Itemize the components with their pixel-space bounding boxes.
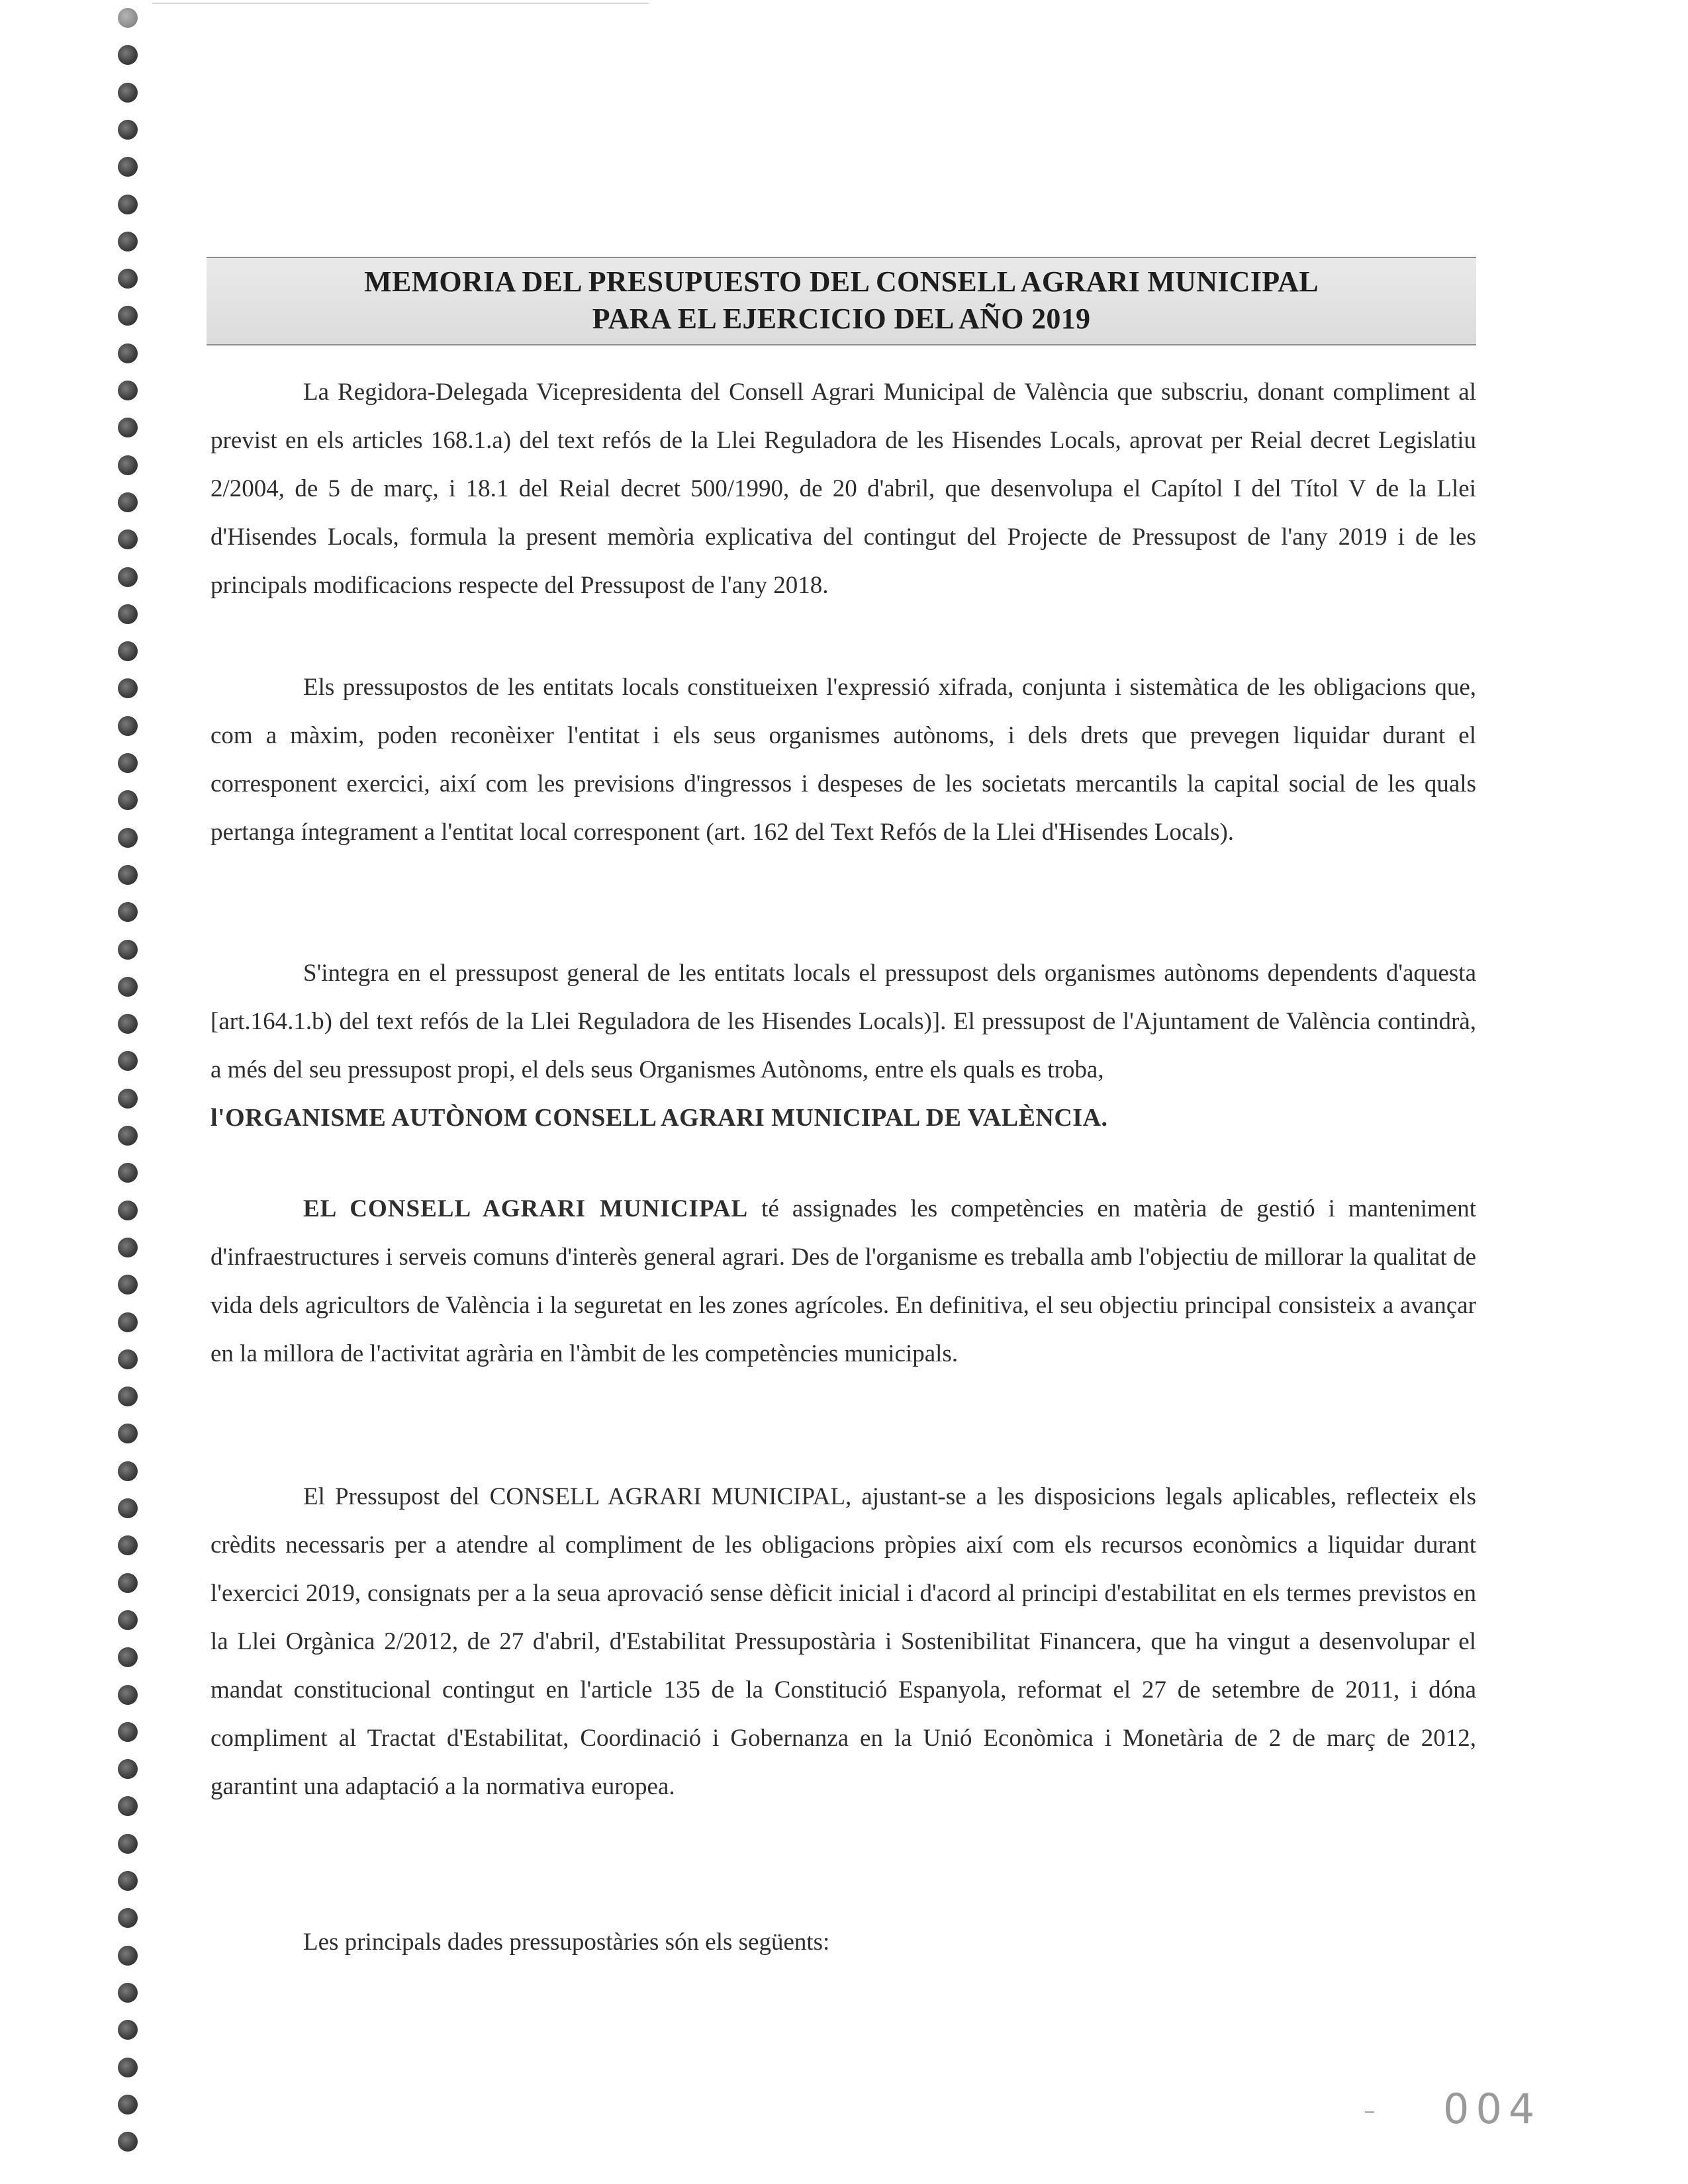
binding-hole [118,1051,138,1071]
binding-hole [118,1238,138,1257]
binding-hole [118,1871,138,1891]
top-rule [152,3,649,4]
binding-hole [118,940,138,960]
binding-hole [118,977,138,997]
binding-hole [118,604,138,624]
binding-hole [118,232,138,251]
binding-hole [118,1610,138,1630]
binding-hole [118,2020,138,2040]
binding-hole [118,1461,138,1481]
binding-hole [118,2132,138,2152]
paragraph-4 [211,1185,1476,1378]
binding-hole [118,1759,138,1779]
binding-hole [118,8,138,28]
binding-hole [118,529,138,549]
paragraph-3-organism-name: l'ORGANISME AUTÒNOM CONSELL AGRARI MUNICIPAL DE VALÈNCIA. [211,1104,1108,1132]
binding-hole [118,343,138,363]
binding-hole [118,1312,138,1332]
binding-holes [118,0,144,2184]
binding-hole [118,157,138,177]
paragraph-1: La Regidora-Delegada Vicepresidenta del Consell Agrari Municipal de València que subscriu, donant compliment al previst en els articles 168.1.a) del text refós de la Llei Reguladora de les Hisendes Locals, aprovat per Reial decret Legislatiu 2/2004, de 5 de març, i 18.1 del Reial decret 500/1990, de 20 d'abril, que desenvolupa el Capítol I del Títol V de la Llei d'Hisendes Locals, formula la present memòria explicativa del contingut del Projecte de Pressupost de l'any 2019 i de les principals modificacions respecte del Pressupost de l'any 2018. [211,379,1476,599]
binding-hole [118,1163,138,1183]
binding-hole [118,1498,138,1518]
binding-hole [118,753,138,773]
binding-hole [118,1535,138,1555]
document-title-box [207,257,1476,345]
binding-hole [118,1387,138,1406]
binding-hole [118,790,138,810]
binding-hole [118,1275,138,1295]
binding-hole [118,45,138,65]
binding-hole [118,1834,138,1854]
binding-hole [118,678,138,698]
binding-hole [118,269,138,289]
binding-hole [118,716,138,736]
binding-hole [118,1722,138,1742]
binding-hole [118,1349,138,1369]
binding-hole [118,1946,138,1966]
paragraph-6: Les principals dades pressupostàries són els següents: [303,1929,830,1956]
binding-hole [118,418,138,437]
binding-hole [118,1685,138,1705]
paragraph-2: Els pressupostos de les entitats locals constitueixen l'expressió xifrada, conjunta i sistemàtica de les obligacions que, com a màxim, poden reconèixer l'entitat i els seus organismes autònoms, i dels drets que prevegen liquidar durant el corresponent exercici, així com les previsions d'ingressos i despeses de les societats mercantils la capital social de les quals pertanga íntegrament a l'entitat local corresponent (art. 162 del Text Refós de la Llei d'Hisendes Locals). [211,674,1476,846]
document-title-line-2: PARA EL EJERCICIO DEL AÑO 2019 [592,302,1091,335]
paragraph-4-text: té assignades les competències en matèria de gestió i manteniment d'infraestructures i serveis comuns d'interès general agrari. Des de l'organisme es treballa amb l'objectiu de millorar la qualitat de vida dels agricultors de València i la seguretat en les zones agrícoles. En definitiva, el seu objectiu principal consisteix a avançar en la millora de l'activitat agrària en l'àmbit de les competències municipals. [211,1195,1476,1367]
binding-hole [118,1983,138,2003]
binding-hole [118,902,138,922]
paragraph-5: El Pressupost del CONSELL AGRARI MUNICIPAL, ajustant-se a les disposicions legals aplicables, reflecteix els crèdits necessaris per a atendre al compliment de les obligacions pròpies així com els recursos econòmics a liquidar durant l'exercici 2019, consignats per a la seua aprovació sense dèficit inicial i d'acord al principi d'estabilitat en els termes previstos en la Llei Orgànica 2/2012, de 27 d'abril, d'Estabilitat Pressupostària i Sostenibilitat Financera, que ha vingut a desenvolupar el mandat constitucional contingut en l'article 135 de la Constitució Espanyola, reformat el 27 de setembre de 2011, i dóna compliment al Tractat d'Estabilitat, Coordinació i Gobernanza en la Unió Econòmica i Monetària de 2 de març de 2012, garantint una adaptació a la normativa europea. [211,1483,1476,1800]
binding-hole [118,195,138,214]
paragraph-4-lead: EL CONSELL AGRARI MUNICIPAL [303,1195,749,1222]
binding-hole [118,828,138,848]
binding-hole [118,1908,138,1928]
binding-hole [118,1424,138,1443]
binding-hole [118,1126,138,1146]
paragraph-3-text: S'integra en el pressupost general de les entitats locals el pressupost dels organismes autònoms dependents d'aquesta [art.164.1.b) del text refós de la Llei Reguladora de les Hisendes Locals)]. El pressupost de l'Ajuntament de València contindrà, a més del seu pressupost propi, el dels seus Organismes Autònoms, entre els quals es troba, [211,960,1476,1083]
binding-hole [118,1014,138,1034]
binding-hole [118,381,138,400]
binding-hole [118,1796,138,1816]
binding-hole [118,2058,138,2077]
page-number: 004 [1443,2085,1542,2133]
binding-hole [118,1647,138,1667]
binding-hole [118,83,138,103]
binding-hole [118,492,138,512]
binding-hole [118,1573,138,1593]
binding-hole [118,306,138,326]
binding-hole [118,567,138,587]
document-title-line-1: MEMORIA DEL PRESUPUESTO DEL CONSELL AGRARI MUNICIPAL [364,265,1319,298]
stray-mark [1365,2111,1374,2113]
binding-hole [118,865,138,885]
binding-hole [118,455,138,475]
binding-hole [118,1201,138,1220]
binding-hole [118,120,138,140]
binding-hole [118,1089,138,1109]
binding-hole [118,2095,138,2115]
paragraph-3 [211,949,1476,1142]
binding-hole [118,641,138,661]
